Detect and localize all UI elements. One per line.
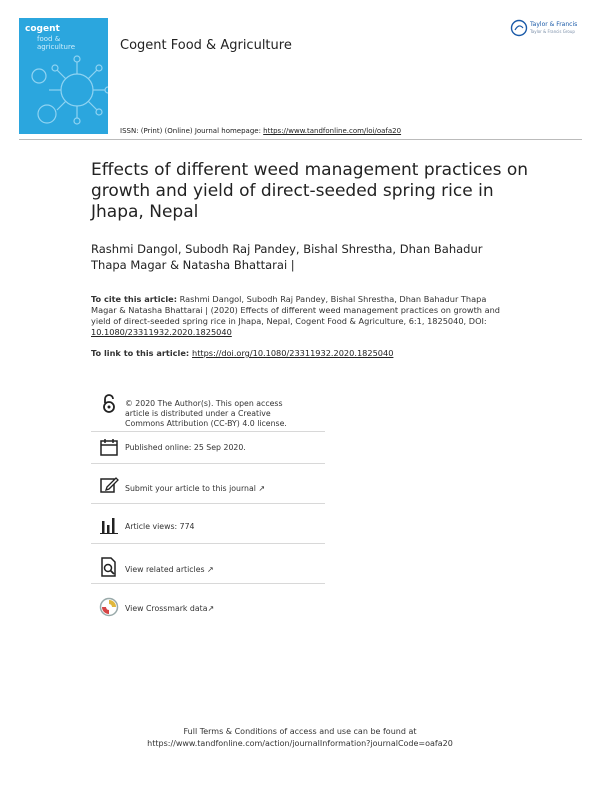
article-title: Effects of different weed management practices on growth and yield of direct-seeded spring rice in Jhapa, Nepal <box>91 160 529 222</box>
crossmark-link[interactable] <box>125 604 214 614</box>
crossmark-text: View Crossmark data <box>125 604 208 613</box>
publisher-logo-icon <box>510 19 528 37</box>
publisher-tagline: Taylor & Francis Group <box>530 29 575 34</box>
edit-icon <box>99 475 119 495</box>
article-doi-url[interactable]: https://doi.org/10.1080/23311932.2020.1825040 <box>192 348 394 358</box>
journal-name: Cogent Food & Agriculture <box>120 38 292 53</box>
cover-subtitle-line1: food & <box>37 35 61 43</box>
cover-brand: cogent <box>25 24 60 34</box>
footer-terms-text: Full Terms & Conditions of access and use can be found at <box>183 727 417 736</box>
article-link-label: To link to this article: <box>91 348 192 358</box>
external-link-icon: ↗ <box>258 484 266 493</box>
info-divider <box>91 431 325 432</box>
citation-label: To cite this article: <box>91 294 177 304</box>
article-views: Article views: 774 <box>125 522 195 531</box>
journal-homepage-link[interactable]: https://www.tandfonline.com/loi/oafa20 <box>263 127 402 135</box>
issn-line <box>120 127 401 135</box>
article-authors: Rashmi Dangol, Subodh Raj Pandey, Bishal Shrestha, Dhan Bahadur Thapa Magar & Natasha Bhattarai | <box>91 242 483 272</box>
publisher-name: Taylor & Francis <box>530 21 578 28</box>
published-date: Published online: 25 Sep 2020. <box>125 443 246 452</box>
related-articles-link[interactable] <box>125 565 214 575</box>
citation-text: Rashmi Dangol, Subodh Raj Pandey, Bishal Shrestha, Dhan Bahadur Thapa Magar & Natasha Bhattarai | (2020) Effects of different weed management practices on growth and yield of direct-seeded spring rice in Jhapa, Nepal, Cogent Food & Agriculture, 6:1, 1825040, DOI: <box>91 294 500 326</box>
calendar-icon <box>99 437 119 457</box>
info-divider <box>91 463 325 464</box>
cover-subtitle <box>37 35 75 51</box>
bar-chart-icon <box>99 515 119 535</box>
info-divider <box>91 503 325 504</box>
citation-doi-link[interactable]: 10.1080/23311932.2020.1825040 <box>91 327 232 337</box>
journal-cover-image <box>19 18 108 134</box>
open-access-license: © 2020 The Author(s). This open access article is distributed under a Creative Commons Attribution (CC-BY) 4.0 license. <box>125 399 287 428</box>
footer-terms-url[interactable]: https://www.tandfonline.com/action/journalInformation?journalCode=oafa20 <box>147 739 453 748</box>
article-link-line <box>91 348 393 358</box>
info-divider <box>91 543 325 544</box>
submit-article-text: Submit your article to this journal <box>125 484 256 493</box>
external-link-icon: ↗ <box>207 565 214 574</box>
header-divider <box>19 139 582 140</box>
publisher-logo <box>510 17 582 39</box>
crossmark-icon <box>99 597 119 617</box>
related-articles-text: View related articles <box>125 565 205 574</box>
external-link-icon: ↗ <box>207 604 215 613</box>
open-access-lock-icon <box>99 394 119 414</box>
citation-block <box>91 294 511 338</box>
submit-article-link[interactable] <box>125 484 265 494</box>
cover-subtitle-line2: agriculture <box>37 43 75 51</box>
issn-label: ISSN: (Print) (Online) Journal homepage: <box>120 127 264 135</box>
footer-terms <box>0 726 600 750</box>
related-articles-icon <box>99 557 119 577</box>
info-divider <box>91 583 325 584</box>
